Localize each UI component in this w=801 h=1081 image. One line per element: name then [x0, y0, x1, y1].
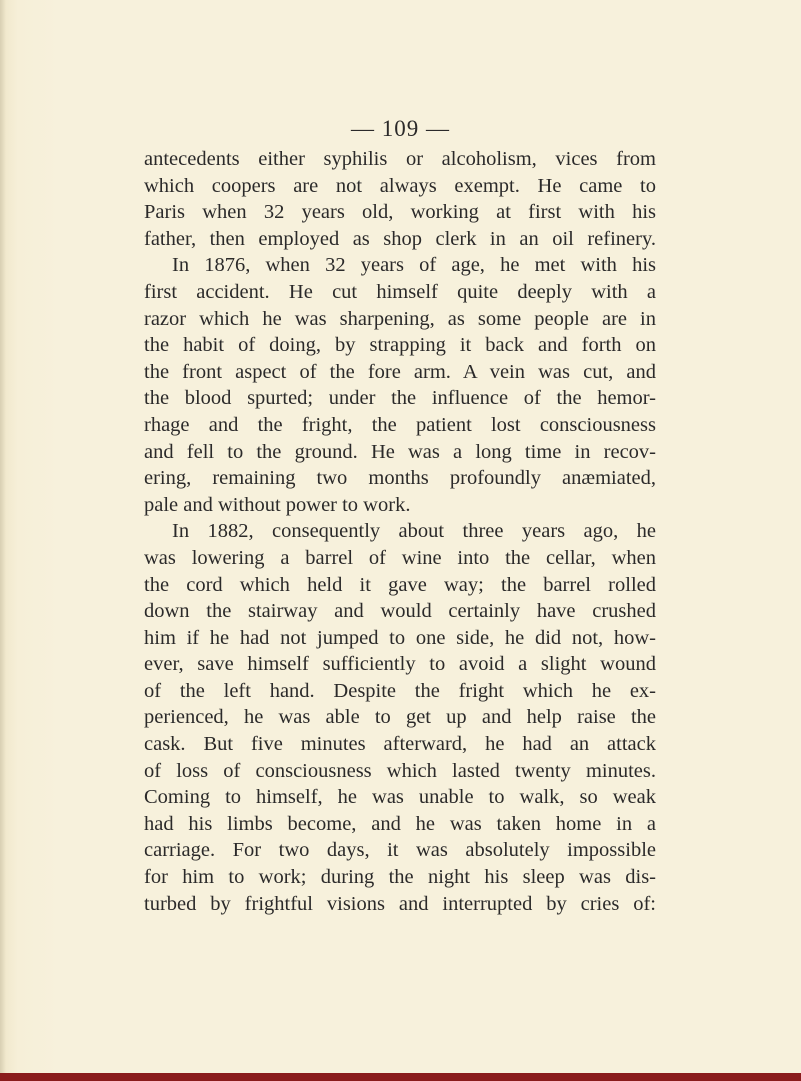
text-line: which coopers are not always exempt. He came to [144, 174, 656, 197]
text-line: In 1876, when 32 years of age, he met with his [172, 254, 656, 277]
text-line: and fell to the ground. He was a long time in recov- [144, 440, 656, 463]
text-line: of loss of consciousness which lasted twenty minutes. [144, 759, 656, 782]
text-line: antecedents either syphilis or alcoholism, vices from [144, 148, 656, 170]
text-line: for him to work; during the night his sleep was dis- [144, 866, 656, 889]
text-line: perienced, he was able to get up and help raise the [144, 706, 656, 729]
text-line: cask. But five minutes afterward, he had an attack [144, 733, 656, 756]
text-line: ering, remaining two months profoundly anæmiated, [144, 467, 656, 490]
text-line: Coming to himself, he was unable to walk, so weak [144, 786, 656, 809]
text-line: ever, save himself sufficiently to avoid a slight wound [144, 653, 656, 676]
text-line: turbed by frightful visions and interrupted by cries of: [144, 892, 656, 915]
page-number: — 109 — [351, 116, 450, 141]
text-line: carriage. For two days, it was absolutely impossible [144, 839, 656, 862]
text-line: razor which he was sharpening, as some people are in [144, 307, 656, 330]
text-line: had his limbs become, and he was taken home in a [144, 812, 656, 835]
body-text [144, 146, 656, 917]
page-gutter-shadow [0, 0, 6, 1081]
text-line: Paris when 32 years old, working at first with his [144, 201, 656, 224]
text-line: the habit of doing, by strapping it back and forth on [144, 334, 656, 357]
text-line: the front aspect of the fore arm. A vein was cut, and [144, 360, 656, 383]
text-line: rhage and the fright, the patient lost consciousness [144, 413, 656, 436]
text-line: the blood spurted; under the influence of the hemor- [144, 387, 656, 410]
text-line: first accident. He cut himself quite deeply with a [144, 280, 656, 303]
text-line: father, then employed as shop clerk in an oil refinery. [144, 227, 656, 250]
text-line: pale and without power to work. [144, 493, 411, 516]
bottom-edge-band [0, 1073, 801, 1081]
text-line: down the stairway and would certainly have crushed [144, 600, 656, 623]
text-line: of the left hand. Despite the fright which he ex- [144, 679, 656, 702]
text-line: the cord which held it gave way; the barrel rolled [144, 573, 656, 596]
text-line: him if he had not jumped to one side, he did not, how- [144, 626, 656, 649]
text-line: was lowering a barrel of wine into the cellar, when [144, 546, 656, 569]
text-line: In 1882, consequently about three years ago, he [172, 520, 656, 543]
